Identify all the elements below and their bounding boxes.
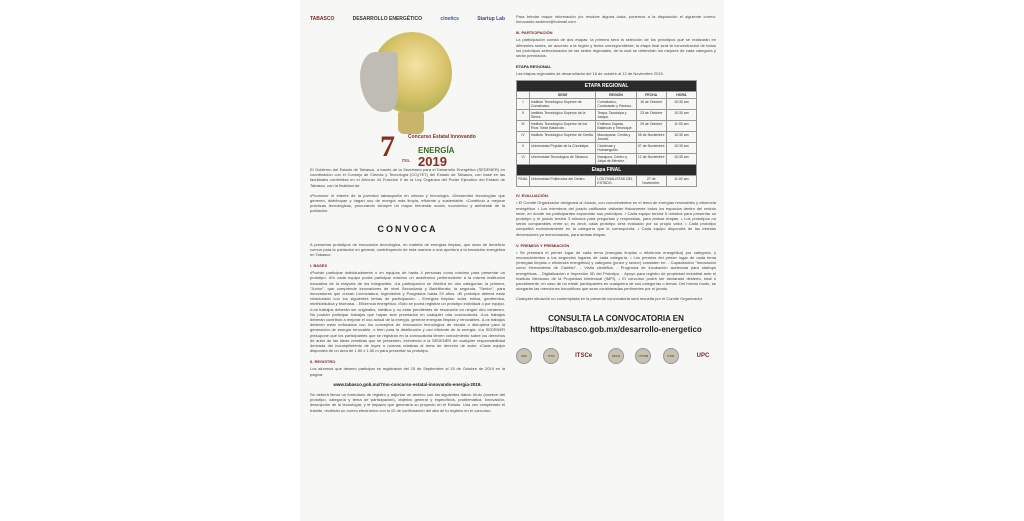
table-cell: 05 de Noviembre (636, 132, 666, 143)
registro-heading: II. REGISTRO (310, 359, 336, 365)
table-cell: 10:30 am (666, 110, 696, 121)
table-row (517, 143, 697, 154)
table-cell: 07 de Noviembre (636, 143, 666, 154)
convoca-heading: CONVOCA (377, 223, 438, 234)
hero-ordinal: ma. (402, 158, 411, 164)
participacion-text: La participación consta de dos etapas: la primera será la selección de los prototipos que se realizarán en diferentes sedes, de acuerdo a la región y fecha correspondiente; la etapa final será la concentración de todos los prototipos seleccionados de las sedes regionales, de la cual se obtendrán los mejores de cada categoría y serán premiados. (516, 37, 716, 59)
table-cell: VI (517, 154, 530, 165)
table-cell: Universidad Tecnológica de Tabasco. (529, 154, 595, 165)
table-header (517, 92, 530, 99)
head-silhouette-icon (360, 52, 398, 112)
convoca-paragraph: A presentar prototipos de innovación tecnológica, en materia de energías limpias, que sean de beneficio común para la población en general, contribuyendo de esta manera a una apertura a la transición energética en Tabasco. (310, 241, 505, 258)
table-cell: 23 de Octubre (636, 110, 666, 121)
bulb-base-icon (398, 112, 424, 134)
table-row (517, 154, 697, 165)
closing-paragraph: Cualquier situación no contemplada en la presente convocatoria será resuelta por el Comité Organizador. (516, 296, 703, 302)
hero-subtitle: Concurso Estatal Innovando (408, 134, 476, 140)
table-cell: 10:30 am (666, 143, 696, 154)
table-cell: Macuspana, Centla y Jonuta. (596, 132, 636, 143)
table-cell: Comalcalco, Cunduacán y Paraíso. (596, 99, 636, 110)
table-row (517, 176, 697, 187)
table-cell: II (517, 110, 530, 121)
table-cell: FINAL (517, 176, 530, 187)
hero-year: 2019 (418, 154, 447, 169)
header-logos (310, 0, 505, 26)
logo-desarrollo-energetico: DESARROLLO ENERGÉTICO (352, 16, 423, 22)
premios-text: • Se premiará el primer lugar de cada tema (energías limpias o eficiencia energética) por categoría, y reconocimientos a los segundos lugares de cada categoría. • Los premios del primer lugar de cada tema (energías limpias o eficiencia energética) y categoría (junior y senior) consisten en: - Capacitación "Innovación como Herramienta de Cambio". - Visita científica. - Programa de incubación acelerada para startups energéticas. - Digitalización e Impresión 3D del Prototipo. - Apoyo para registro de propiedad industrial ante el Instituto Mexicano de la Propiedad Intelectual (IMPI). • El concurso podrá ser declarado desierto, total o parcialmente, en caso de no existir participantes en cualquiera de sus categorías o temas. Del mismo modo, se otorgarán las menciones honoríficas que sean consideradas pertinentes por el jurado. (516, 249, 716, 292)
goals-list: •Promover el interés de la juventud tabasqueña en ciencia y tecnología. •Desarrollar tecnologías que generen, distribuyan y hagan uso de energía más limpia, eficiente y sustentable. •Contribuir a mejorar prácticas tecnológicas, procurando siempre un mayor bienestar social, económico y ambiental de la población. (310, 192, 505, 214)
table-cell: 11:00 am (666, 176, 696, 187)
footer-logos (516, 348, 716, 364)
table-band-regional: ETAPA REGIONAL (517, 81, 697, 92)
table-cell: V (517, 143, 530, 154)
table-header: SEDE (529, 92, 595, 99)
evaluacion-heading: IV. EVALUACIÓN. (516, 193, 549, 199)
institution-logo-icon: UPCH (608, 348, 624, 364)
table-cell: 27 de Noviembre. (636, 176, 666, 187)
info-paragraph: Para brindar mayor información y/o resolver alguna duda, ponemos a la disposición el siguiente correo: innovando.sedener@hotmail.com. (516, 14, 716, 25)
table-cell: Instituto Tecnológico Superior de la Sierra. (529, 110, 595, 121)
consulta-url[interactable]: https://tabasco.gob.mx/desarrollo-energetico (530, 324, 702, 334)
institution-logo-icon: ITSR (663, 348, 679, 364)
table-row (517, 99, 697, 110)
convocatoria-page (300, 0, 724, 521)
table-cell: 16 de Octubre (636, 99, 666, 110)
etapa-regional-text: Las etapas regionales se desarrollarán del 16 de octubre al 12 de Noviembre 2019. (516, 71, 664, 77)
table-cell: Instituto Tecnológico Superior de los Ríos. Sede Balancán. (529, 121, 595, 132)
intro-paragraph: El Gobierno del Estado de Tabasco, a través de la Secretaría para el Desarrollo Energético (SEDENER) en coordinación con el Consejo de Ciencia y Tecnología (CCyTET) del Estado de Tabasco, con base en las facultades conferidas en el Artículo 44 Fracción II de la Ley Orgánica del Poder Ejecutivo del Estado de Tabasco, con la finalidad de: (310, 167, 505, 188)
table-cell: Cárdenas y Huimanguillo. (596, 143, 636, 154)
registro-text: Los alumnos que deseen participar se registrarán del 15 de Septiembre al 15 de Octubre de 2019 en la página: (310, 366, 505, 377)
evaluacion-text: • El Comité Organizador designará al Jurado, con conocimientos en el tema de energías renovables y eficiencia energética. • Los miembros del jurado calificador visitarán físicamente todos los espacios dentro del recinto sede, en donde los participantes expondrán sus prototipos. • Cada equipo tendrá 5 minutos para presentar su prototipo y el jurado tendrá 3 minutos para preguntas y respuestas, para ambas etapas. • Los prototipos no serán comparables entre sí; es decir, cada prototipo será evaluado por su propio valor. • Cada prototipo competirá exclusivamente en la categoría que le corresponda. • Cada equipo dispondrá de las mismas dimensiones ya mencionadas, para ambas etapas. (516, 200, 716, 237)
logo-tabasco: TABASCO (310, 16, 335, 22)
schedule-table (516, 80, 697, 187)
itsce-logo-icon: ITSCe (575, 352, 593, 359)
table-cell: Instituto Tecnológico Superior de Centla. (529, 132, 595, 143)
bases-text: •Podrán participar individualmente o en equipos de hasta 4 personas como máximo para presentar un prototipo. •En cada equipo podrá participar máximo un académico perteneciente a la misma institución educativa de la mayoría de los integrantes. •La participación se dividirá en dos categorías: la primera, "Junior", que comprende innovadores de nivel Secundaria y Bachillerato; la segunda, "Senior", para innovadores que cursan Licenciatura, Ingenierías y Posgrados hasta 29 años. •El prototipo deberá estar relacionado con los siguientes temas de participación: - Energías limpias: solar, eólica, geotérmica, minihidráulica y biomasa. - Eficiencia energética. •Sólo se podrá registrar un prototipo individual o por equipo. •Los trabajos deberán ser originales, inéditos y no estar pendientes de resolución en ningún otro certamen. No podrán participar trabajos que hayan sido premiados en cualquier otra convocatoria. •Los trabajos deberán contribuir a mejorar el uso actual de la energía, generar energías limpias y renovables. •Los trabajos deberán estar enfocados con los conceptos de innovación tecnológica de escala o disruptiva para la generación de energía renovable, o bien para la distribución y uso eficiente de la energía. •La SEDENER presupone que los participantes que se registran en la convocatoria tienen conocimiento sobre los derechos de autor de las ideas creativas que se presenten, eximiendo a la SEDENER de cualquier responsabilidad derivada del incumplimiento de leyes o normas relativas al tema de derecho de autor. •Cada equipo dispondrá de un área de 1.50 x 1.50 m para presentar su prototipo. (310, 270, 505, 354)
right-column (516, 0, 716, 521)
table-cell: Universidad Popular de la Chontalpa. (529, 143, 595, 154)
table-header-row (517, 92, 697, 99)
institution-logo-icon: UPC (516, 348, 532, 364)
table-row (517, 132, 697, 143)
hero-illustration (310, 32, 505, 167)
consulta-block (516, 314, 716, 334)
left-column (310, 0, 505, 521)
registro-text-2: Se deberá llenar un formulario de registro y adjuntar un archivo con los siguientes datos: título (nombre del prototipo, categoría y tema de participación), objetivo general y específicos, problemática, innovación, descripción de la tecnología, y el impacto que generaría su proyecto en el Estado. Una vez completado el trámite, recibirán un correo electrónico con tu ID de confirmación del alta de tu registro en el concurso. (310, 391, 505, 413)
logo-cinetics: cinetics (440, 16, 459, 22)
table-cell: Universidad Politécnica del Centro. (529, 176, 595, 187)
registro-url[interactable]: www.tabasco.gob.mx/7mo-concurso-estatal-innovando-energia-2019. (333, 381, 482, 387)
consulta-heading: CONSULTA LA CONVOCATORIA EN (548, 313, 684, 323)
table-cell: III (517, 121, 530, 132)
table-cell: 11:00 am (666, 121, 696, 132)
edition-number: 7 (380, 130, 395, 163)
table-cell: IV (517, 132, 530, 143)
table-cell: Teapa, Tacotalpa y Jalapa. (596, 110, 636, 121)
premios-heading: V. PREMIOS Y PREMIACIÓN (516, 242, 570, 248)
table-cell: LOS FINALISTAS DEL ESTADO. (596, 176, 636, 187)
institution-logo-icon: ITSC (543, 348, 559, 364)
logo-startup-lab: Startup Lab (477, 16, 505, 22)
institution-logo-icon: UTTAB (635, 348, 651, 364)
bases-heading: I. BASES (310, 263, 328, 269)
table-cell: 10:30 am (666, 132, 696, 143)
table-cell: Emiliano Zapata, Balancán y Tenosique. (596, 121, 636, 132)
table-cell: 12 de Noviembre (636, 154, 666, 165)
table-cell: Instituto Tecnológico Superior de Comalcalco. (529, 99, 595, 110)
table-header: HORA (666, 92, 696, 99)
table-header: REGIÓN (596, 92, 636, 99)
table-cell: 10:30 am (666, 99, 696, 110)
etapa-regional-heading: ETAPA REGIONAL (516, 64, 552, 70)
table-cell: 29 de Octubre (636, 121, 666, 132)
table-row (517, 121, 697, 132)
table-header: FECHA (636, 92, 666, 99)
table-cell: I (517, 99, 530, 110)
table-band-final: Etapa FINAL (517, 165, 697, 176)
upc-logo-icon: UPC (696, 352, 710, 359)
participacion-heading: III. PARTICIPACIÓN (516, 30, 553, 36)
table-cell: 10:30 am (666, 154, 696, 165)
hero-energia: ENERGÍA (418, 146, 455, 155)
table-cell: Nacajuca, Centro y Jalpa de Méndez. (596, 154, 636, 165)
table-row (517, 110, 697, 121)
